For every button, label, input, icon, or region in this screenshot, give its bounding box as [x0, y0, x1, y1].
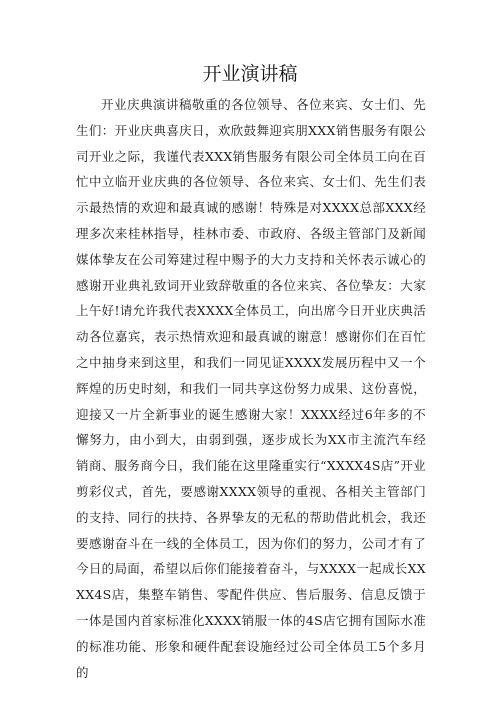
document-title: 开业演讲稿 [202, 63, 298, 85]
speech-paragraph: 开业庆典演讲稿敬重的各位领导、各位来宾、女士们、先生们：开业庆典喜庆日，欢欣鼓舞迎宾朋XXX销售服务有限公司开业之际，我谨代表XXX销售服务有限公司全体员工向在百忙中立临开业庆典的各位领导、各位来宾、女士们、先生们表示最热情的欢迎和最真诚的感谢！特殊是对XXXX总部XXX经理多次来桂林指导，桂林市委、市政府、各级主管部门及新闻媒体挚友在公司筹建过程中赐予的大力支持和关怀表示诚心的感谢开业典礼致词开业致辞敬重的各位来宾、各位挚友：大家上午好!请允许我代表XXXX全体员工，向出席今日开业庆典活动各位嘉宾，表示热情欢迎和最真诚的谢意！感谢你们在百忙之中抽身来到这里，和我们一同见证XXXX发展历程中又一个辉煌的历史时刻，和我们一同共享这份努力成果、这份喜悦，迎接又一片全新事业的诞生感谢大家！XXXX经过6年多的不懈努力，由小到大，由弱到强，逐步成长为XX市主流汽车经销商、服务商今日，我们能在这里隆重实行“XXXX4S店”开业剪彩仪式，首先，要感谢XXXX领导的重视、各相关主管部门的支持、同行的扶持、各界挚友的无私的帮助借此机会，我还要感谢奋斗在一线的全体员工，因为你们的努力，公司才有了今日的局面，希望以后你们能接着奋斗，与XXXX一起成长XXXX4S店，集整车销售、零配件供应、售后服务、信息反馈于一体是国内首家标准化XXXX销服一体的4S店它拥有国际水准的标准功能、形象和硬件配套设施经过公司全体员工5个多月的 [76, 97, 426, 680]
